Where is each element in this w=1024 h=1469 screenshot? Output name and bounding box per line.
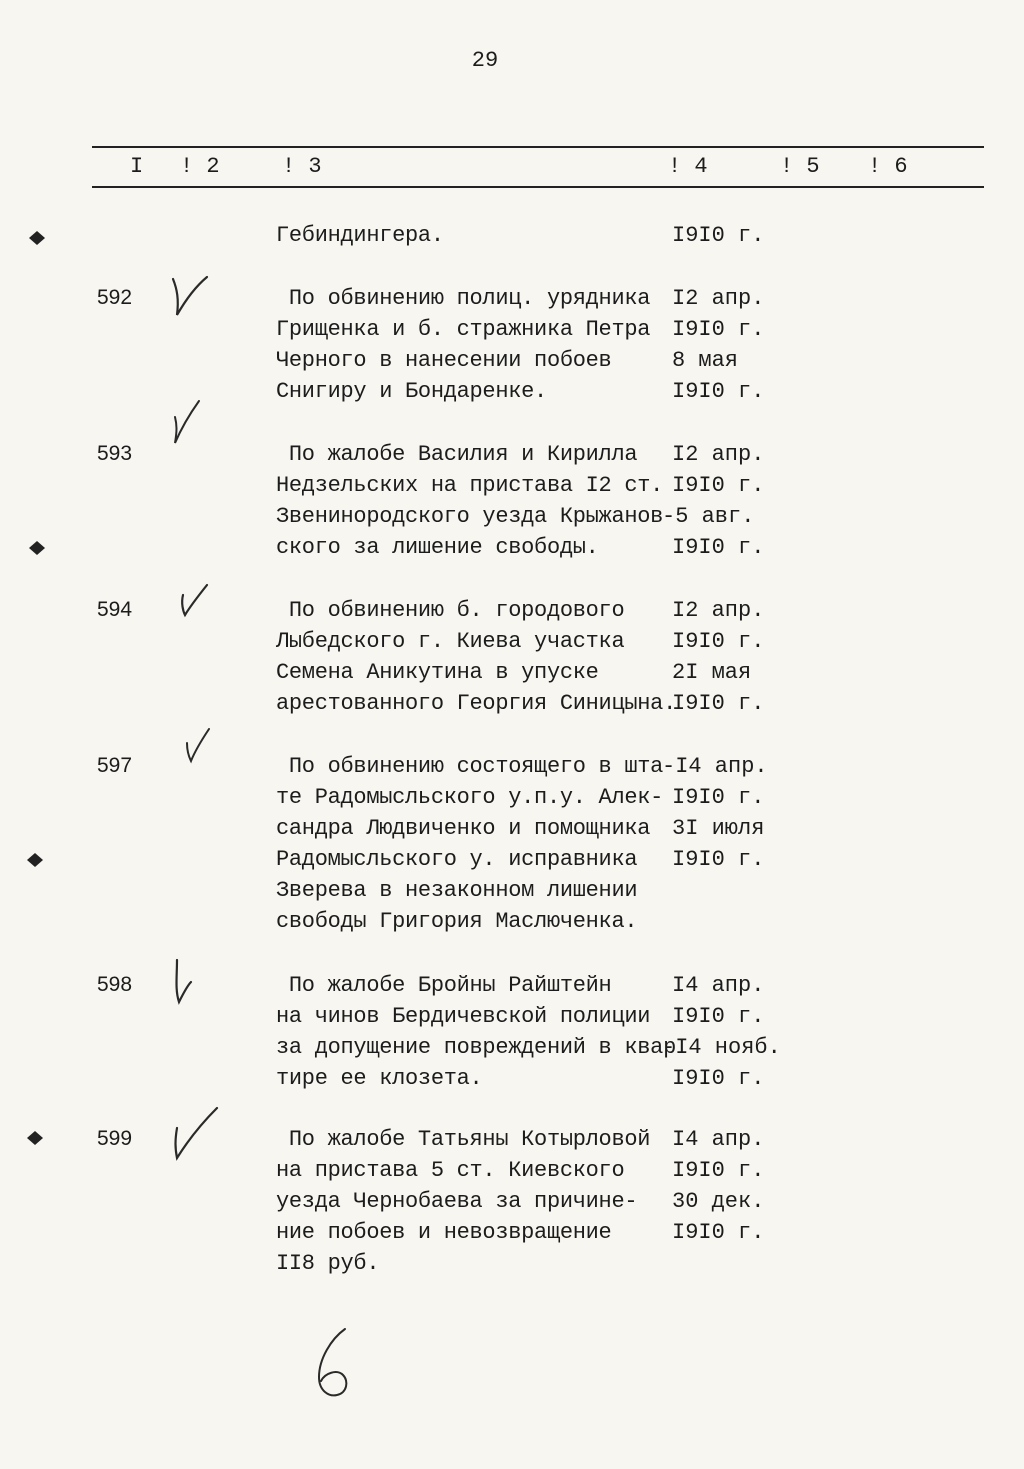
entry-text-line: на пристава 5 ст. Киевского bbox=[276, 1158, 625, 1183]
entry-date: -5 авг. bbox=[662, 504, 755, 529]
entry-number: 598 bbox=[97, 973, 133, 996]
entry-text-line: тире ее клозета. bbox=[276, 1066, 483, 1091]
entry-number: 592 bbox=[97, 286, 133, 309]
entry-date: I9I0 г. bbox=[672, 785, 765, 810]
entry-text-line: Грищенка и б. стражника Петра bbox=[276, 317, 651, 342]
header-col-2: ! 2 bbox=[180, 154, 220, 179]
entry-text-line: ние побоев и невозвращение bbox=[276, 1220, 612, 1245]
header-rule-bottom bbox=[92, 186, 984, 188]
entry-text-line: уезда Чернобаева за причине- bbox=[276, 1189, 638, 1214]
entry-date: I4 апр. bbox=[672, 973, 765, 998]
entry-text-line: сандра Людвиченко и помощника bbox=[276, 816, 651, 841]
header-col-4: ! 4 bbox=[668, 154, 708, 179]
header-col-5: ! 5 bbox=[780, 154, 820, 179]
entry-text-line: ского за лишение свободы. bbox=[276, 535, 599, 560]
entry-text-line: По обвинению полиц. урядника bbox=[276, 286, 651, 311]
entry-date: I9I0 г. bbox=[672, 691, 765, 716]
entry-text-line: Семена Аникутина в упуске bbox=[276, 660, 599, 685]
binder-hole-mark bbox=[24, 1128, 46, 1148]
entry-text-line: По жалобе Татьяны Котырловой bbox=[276, 1127, 651, 1152]
checkmark-icon bbox=[165, 1106, 221, 1166]
entry-text-line: По жалобе Василия и Кирилла bbox=[276, 442, 638, 467]
handwritten-number-mark bbox=[305, 1325, 365, 1400]
entry-text-line: те Радомысльского у.п.у. Алек- bbox=[276, 785, 664, 810]
entry-date: I2 апр. bbox=[672, 442, 765, 467]
entry-date: I9I0 г. bbox=[672, 847, 765, 872]
entry-text-line: Звенинородского уезда Крыжанов bbox=[276, 504, 664, 529]
entry-text-line: Недзельских на пристава I2 ст. bbox=[276, 473, 664, 498]
entry-text-line: По жалобе Бройны Райштейн bbox=[276, 973, 612, 998]
entry-text-line: Черного в нанесении побоев bbox=[276, 348, 612, 373]
continuation-text: Гебиндингера. bbox=[276, 223, 444, 248]
entry-text-line: По обвинению состоящего в шта bbox=[276, 754, 664, 779]
entry-text-line: свободы Григория Маслюченка. bbox=[276, 909, 638, 934]
entry-text-line: По обвинению б. городового bbox=[276, 598, 625, 623]
entry-date: I4 апр. bbox=[672, 1127, 765, 1152]
entry-number: 594 bbox=[97, 598, 133, 621]
entry-date: I2 апр. bbox=[672, 286, 765, 311]
entry-text-line: на чинов Бердичевской полиции bbox=[276, 1004, 651, 1029]
continuation-date: I9I0 г. bbox=[672, 223, 765, 248]
entry-date: I9I0 г. bbox=[672, 1158, 765, 1183]
entry-text-line: за допущение повреждений в квар bbox=[276, 1035, 676, 1060]
entry-date: 30 дек. bbox=[672, 1189, 765, 1214]
page-number: 29 bbox=[471, 48, 499, 73]
binder-hole-mark bbox=[26, 228, 48, 248]
entry-date: I9I0 г. bbox=[672, 629, 765, 654]
entry-text-line: Лыбедского г. Киева участка bbox=[276, 629, 625, 654]
header-rule-top bbox=[92, 146, 984, 148]
entry-date: I9I0 г. bbox=[672, 317, 765, 342]
checkmark-icon bbox=[165, 723, 221, 783]
binder-hole-mark bbox=[26, 538, 48, 558]
entry-date: I9I0 г. bbox=[672, 535, 765, 560]
entry-date: 8 мая bbox=[672, 348, 739, 373]
entry-date: I2 апр. bbox=[672, 598, 765, 623]
checkmark-icon bbox=[165, 583, 221, 643]
header-col-3: ! 3 bbox=[282, 154, 322, 179]
entry-text-line: Радомысльского у. исправника bbox=[276, 847, 638, 872]
entry-date: 3I июля bbox=[672, 816, 765, 841]
entry-date: I9I0 г. bbox=[672, 1066, 765, 1091]
entry-text-line: арестованного Георгия Синицына. bbox=[276, 691, 676, 716]
checkmark-icon bbox=[165, 958, 221, 1018]
entry-date: I9I0 г. bbox=[672, 1220, 765, 1245]
checkmark-icon bbox=[165, 391, 221, 451]
entry-date: -I4 апр. bbox=[662, 754, 768, 779]
checkmark-icon bbox=[165, 271, 221, 331]
entry-date: 2I мая bbox=[672, 660, 752, 685]
entry-text-line: II8 руб. bbox=[276, 1251, 380, 1276]
entry-date: I9I0 г. bbox=[672, 1004, 765, 1029]
entry-date: -I4 нояб. bbox=[662, 1035, 781, 1060]
entry-text-line: Зверева в незаконном лишении bbox=[276, 878, 638, 903]
header-col-1: I bbox=[130, 154, 144, 179]
entry-number: 597 bbox=[97, 754, 133, 777]
entry-date: I9I0 г. bbox=[672, 379, 765, 404]
header-col-6: ! 6 bbox=[868, 154, 908, 179]
binder-hole-mark bbox=[24, 850, 46, 870]
entry-number: 593 bbox=[97, 442, 133, 465]
entry-text-line: Снигиру и Бондаренке. bbox=[276, 379, 547, 404]
entry-number: 599 bbox=[97, 1127, 133, 1150]
entry-date: I9I0 г. bbox=[672, 473, 765, 498]
